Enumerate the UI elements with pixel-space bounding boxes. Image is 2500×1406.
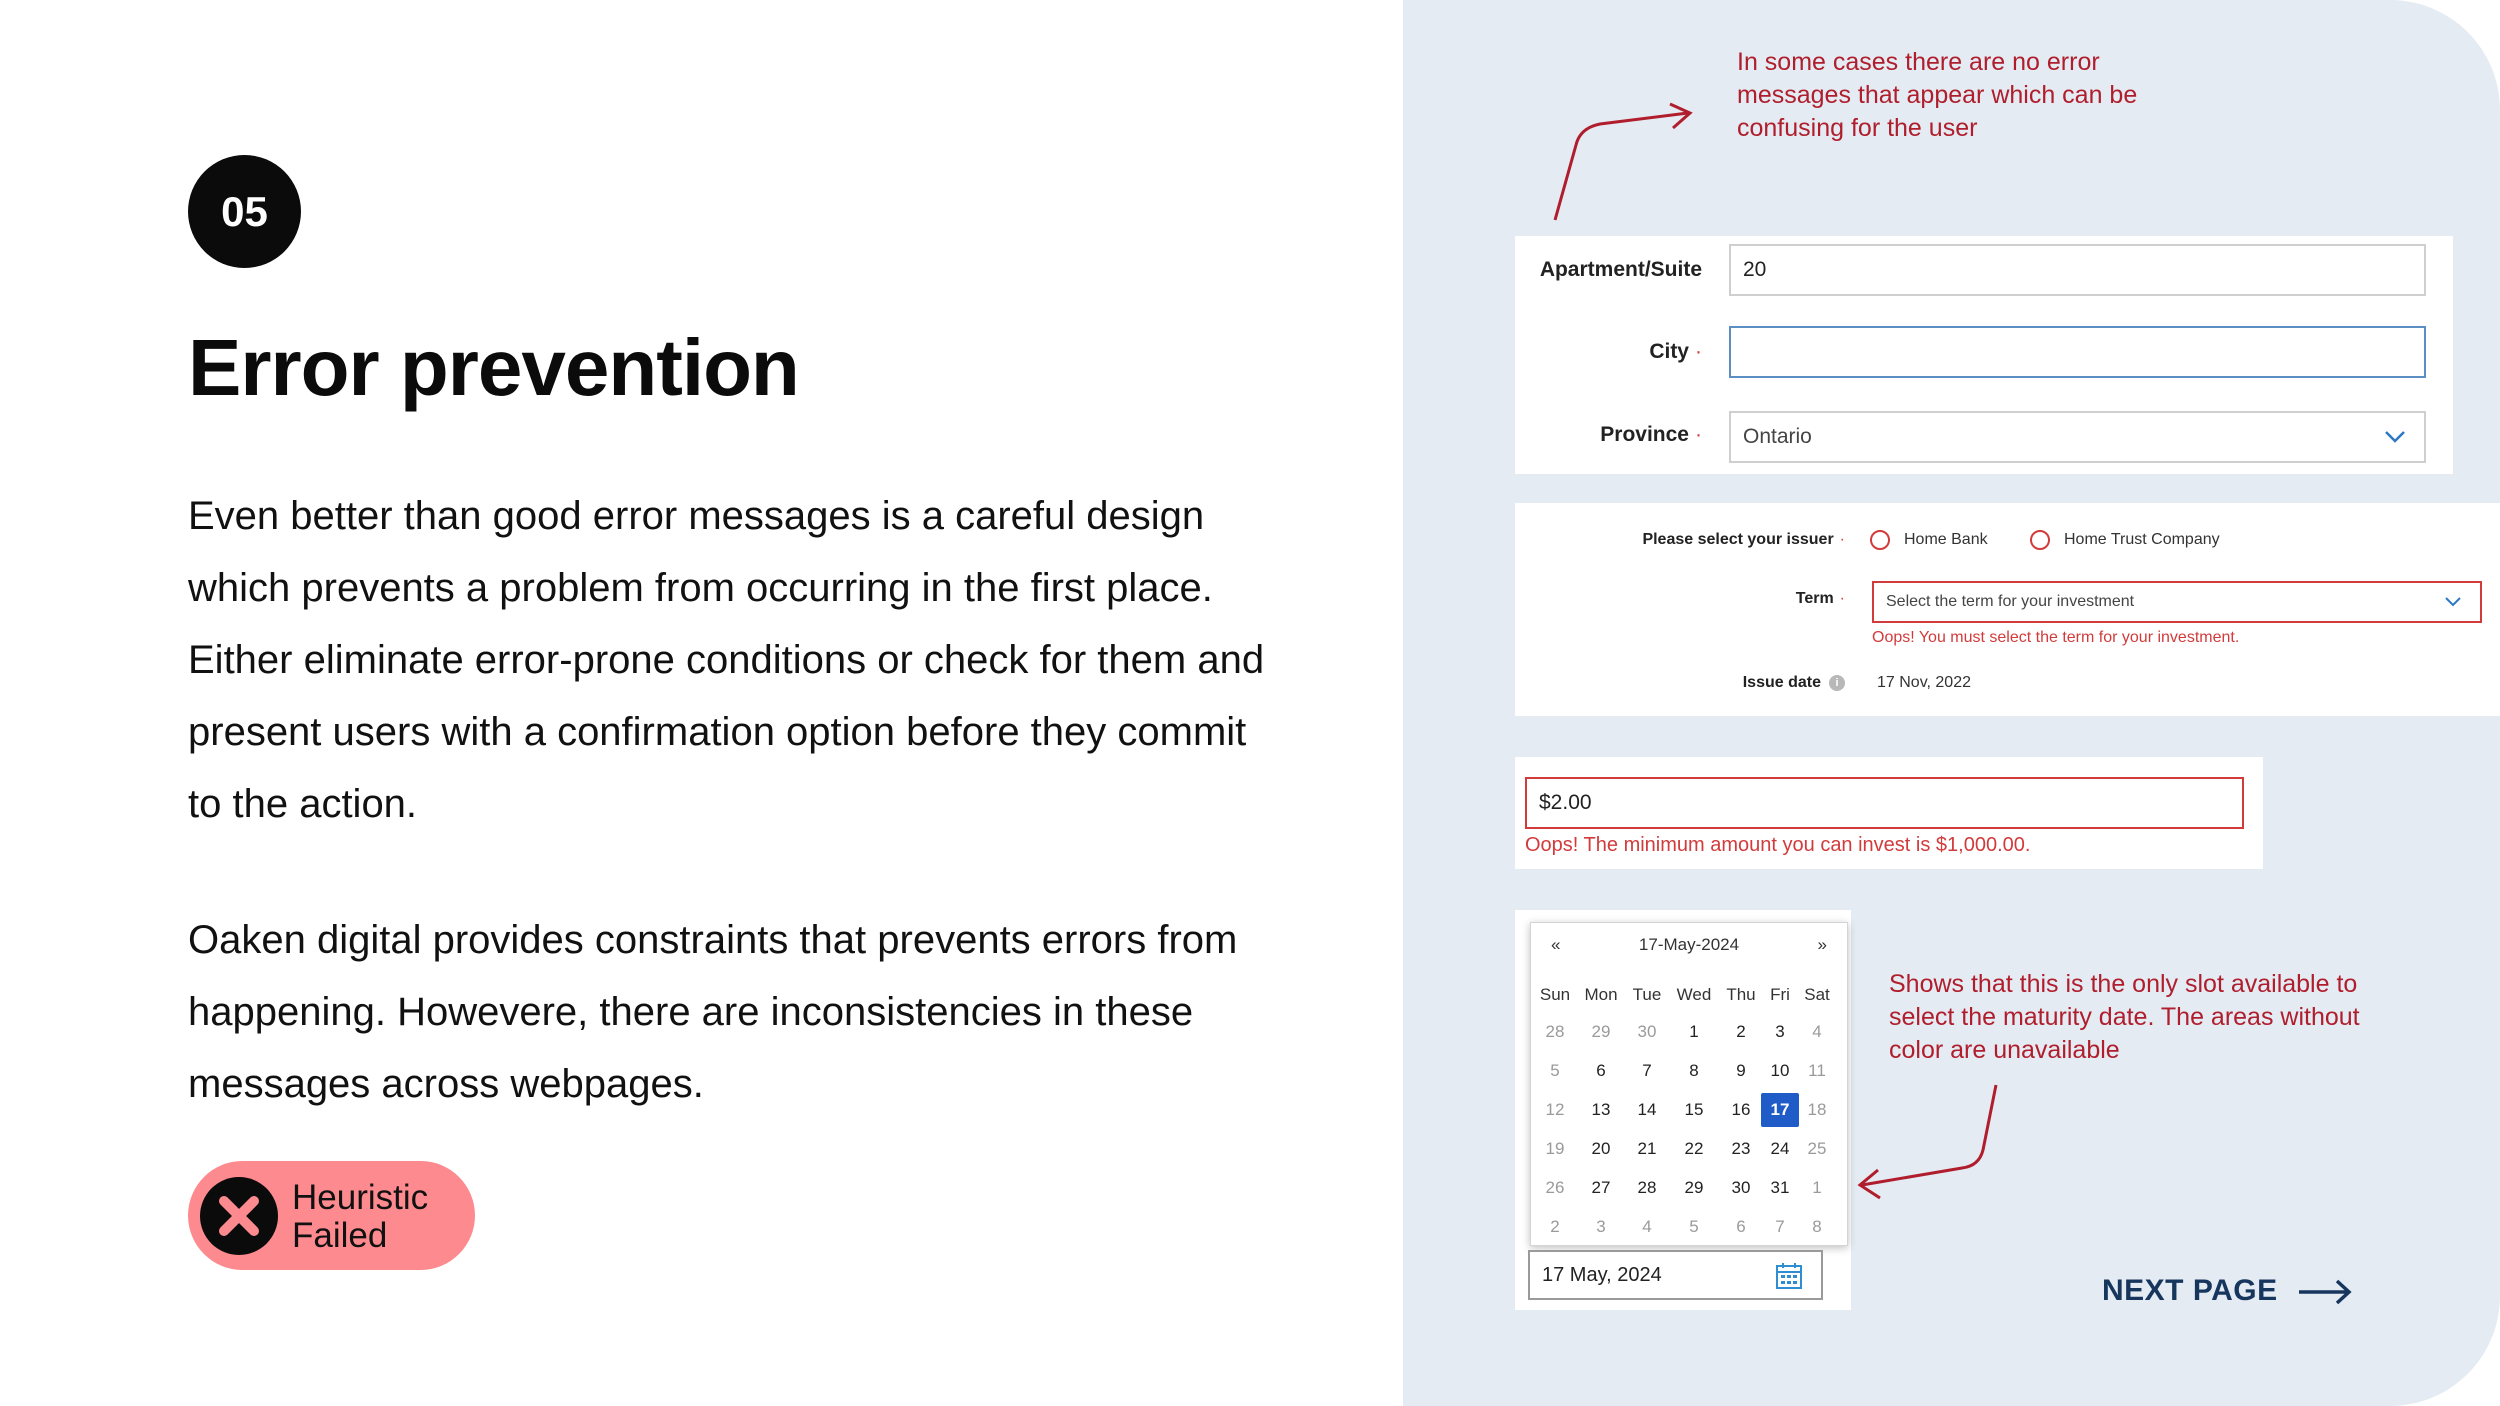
next-page-link[interactable] — [2102, 1274, 2278, 1308]
calendar-day[interactable]: 27 — [1591, 1178, 1611, 1197]
page-title: Error prevention — [188, 323, 799, 412]
apartment-label: Apartment/Suite — [1539, 258, 1702, 281]
weekday-header: Sat — [1804, 985, 1830, 1004]
city-input[interactable] — [1729, 326, 2426, 378]
amount-error-message: Oops! The minimum amount you can invest is $1,000.00. — [1525, 834, 2031, 856]
issue-date-label: Issue date i — [1515, 674, 1845, 692]
calendar-day[interactable]: 14 — [1637, 1100, 1657, 1119]
chevron-down-icon — [2444, 596, 2462, 608]
calendar-day[interactable]: 3 — [1775, 1022, 1785, 1041]
heuristic-status-label: Heuristic Failed — [292, 1178, 429, 1255]
radio-button[interactable] — [1870, 530, 1890, 550]
calendar-day: 2 — [1550, 1217, 1560, 1236]
weekday-header: Wed — [1676, 985, 1712, 1004]
radio-button[interactable] — [2030, 530, 2050, 550]
radio-label: Home Trust Company — [2064, 531, 2220, 548]
annotation-no-error-messages: In some cases there are no error messages that appear which can be confusing for the user — [1737, 48, 2138, 142]
radio-label: Home Bank — [1904, 531, 1988, 548]
description-paragraph: Even better than good error messages is a careful design which prevents a problem from occurring in the first place. Either eliminate error-prone conditions or check for them and present users with a confirmation option before they commit to the action. — [188, 494, 1265, 826]
calendar-day: 30 — [1637, 1022, 1657, 1041]
calendar-day: 3 — [1596, 1217, 1606, 1236]
issue-date-value: 17 Nov, 2022 — [1877, 674, 1971, 691]
calendar-day[interactable]: 13 — [1591, 1100, 1611, 1119]
weekday-header: Thu — [1726, 985, 1756, 1004]
radio-home-bank[interactable] — [1870, 530, 1988, 550]
calendar-day[interactable]: 20 — [1591, 1139, 1611, 1158]
address-form-card — [1515, 236, 2453, 474]
calendar-day[interactable]: 16 — [1731, 1100, 1751, 1119]
calendar-day[interactable]: 15 — [1684, 1100, 1704, 1119]
calendar-day: 7 — [1775, 1217, 1785, 1236]
calendar-day: 4 — [1642, 1217, 1652, 1236]
selected-day[interactable]: 17 — [1761, 1093, 1799, 1127]
calendar-day[interactable]: 23 — [1731, 1139, 1751, 1158]
previous-month-button[interactable]: « — [1551, 935, 1561, 954]
province-value: Ontario — [1743, 425, 1812, 448]
calendar-day: 18 — [1807, 1100, 1827, 1119]
calendar-day[interactable]: 6 — [1596, 1061, 1606, 1080]
calendar-day: 6 — [1736, 1217, 1746, 1236]
calendar-day: 1 — [1812, 1178, 1822, 1197]
info-icon[interactable]: i — [1829, 675, 1845, 691]
issuer-label: Please select your issuer · — [1642, 531, 1845, 548]
weekday-header: Fri — [1770, 985, 1790, 1004]
weekday-header: Mon — [1584, 985, 1618, 1004]
city-label: City · — [1649, 340, 1702, 363]
calendar-day[interactable]: 10 — [1770, 1061, 1790, 1080]
next-month-button[interactable]: » — [1817, 935, 1827, 954]
amount-form-card — [1515, 757, 2263, 869]
calendar-day: 8 — [1812, 1217, 1822, 1236]
weekday-header: Sun — [1539, 985, 1571, 1004]
calendar-day[interactable]: 22 — [1684, 1139, 1704, 1158]
calendar-day[interactable]: 21 — [1637, 1139, 1657, 1158]
calendar-day: 26 — [1545, 1178, 1565, 1197]
calendar-day[interactable]: 29 — [1684, 1178, 1704, 1197]
calendar-day[interactable]: 28 — [1637, 1178, 1657, 1197]
province-select[interactable] — [1729, 411, 2426, 463]
step-number-badge: 05 — [188, 155, 301, 268]
calendar-day[interactable]: 2 — [1736, 1022, 1746, 1041]
next-page-label: NEXT PAGE — [2102, 1274, 2278, 1307]
province-label: Province · — [1600, 423, 1702, 446]
calendar-title: 17-May-2024 — [1638, 935, 1740, 954]
calendar-day: 5 — [1550, 1061, 1560, 1080]
term-label: Term · — [1795, 590, 1845, 607]
weekday-header: Tue — [1632, 985, 1662, 1004]
calendar-icon[interactable] — [1775, 1262, 1803, 1290]
calendar-day: 4 — [1812, 1022, 1822, 1041]
calendar-day: 12 — [1545, 1100, 1565, 1119]
calendar-day[interactable]: 1 — [1689, 1022, 1699, 1041]
maturity-date-value: 17 May, 2024 — [1542, 1263, 1662, 1286]
calendar-day: 28 — [1545, 1022, 1565, 1041]
calendar-day[interactable]: 31 — [1770, 1178, 1790, 1197]
finding-paragraph: Oaken digital provides constraints that prevents errors from happening. Howevere, there are inconsistencies in these messages across webpages. — [188, 918, 1238, 1106]
arrow-right-icon — [2297, 1278, 2353, 1306]
radio-home-trust[interactable] — [2030, 530, 2220, 550]
term-placeholder: Select the term for your investment — [1886, 593, 2135, 610]
calendar-popup — [1530, 922, 1848, 1246]
amount-input[interactable]: $2.00 — [1525, 777, 2244, 829]
calendar-day: 19 — [1545, 1139, 1565, 1158]
calendar-day[interactable]: 24 — [1770, 1139, 1790, 1158]
calendar-day: 25 — [1807, 1139, 1827, 1158]
calendar-day: 11 — [1808, 1061, 1826, 1080]
chevron-down-icon — [2384, 430, 2406, 444]
term-error-message: Oops! You must select the term for your investment. — [1872, 629, 2240, 646]
calendar-day[interactable]: 8 — [1689, 1061, 1699, 1080]
calendar-day[interactable]: 30 — [1731, 1178, 1751, 1197]
calendar-day[interactable]: 7 — [1642, 1061, 1652, 1080]
calendar-header — [1531, 935, 1847, 961]
maturity-date-input[interactable] — [1528, 1250, 1823, 1300]
calendar-day: 5 — [1689, 1217, 1699, 1236]
term-select[interactable] — [1872, 581, 2482, 623]
calendar-day[interactable]: 9 — [1736, 1061, 1746, 1080]
issuer-form-card — [1515, 503, 2500, 716]
calendar-day: 29 — [1591, 1022, 1611, 1041]
apartment-input[interactable]: 20 — [1729, 244, 2426, 296]
annotation-only-slot: Shows that this is the only slot available to select the maturity date. The areas without color are unavailable — [1889, 970, 2360, 1064]
